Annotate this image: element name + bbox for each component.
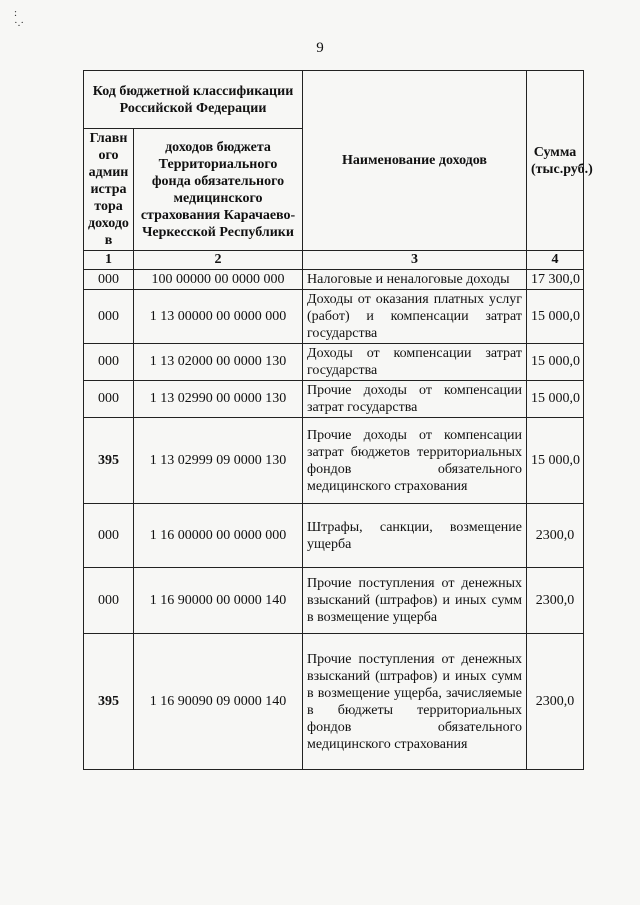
income-sum: 2300,0: [527, 568, 584, 634]
income-code: 1 16 90090 09 0000 140: [134, 634, 303, 770]
scan-specks: : ·.·: [14, 7, 25, 29]
header-income-name: Наименование доходов: [303, 71, 527, 251]
admin-code: 000: [84, 270, 134, 290]
income-name: Доходы от оказания платных услуг (работ) и компенсации затрат государства: [303, 290, 527, 344]
admin-code: 395: [84, 418, 134, 504]
budget-income-table: [83, 70, 593, 770]
income-name: Прочие поступления от денежных взысканий (штрафов) и иных сумм в возмещение ущерба: [303, 568, 527, 634]
header-chief-administrator: Главн ого админ истра тора доходо в: [84, 129, 134, 251]
income-sum: 15 000,0: [527, 418, 584, 504]
income-sum: 2300,0: [527, 634, 584, 770]
table-row: [84, 270, 584, 290]
table-row: [84, 634, 584, 770]
header-sum: Сумма (тыс.руб.): [527, 71, 584, 251]
header-fund-income-code: доходов бюджета Территориального фонда обязательного медицинского страхования Карачаево-Черкесской Республики: [134, 129, 303, 251]
page-number: 9: [316, 40, 324, 56]
income-code: 1 13 02999 09 0000 130: [134, 418, 303, 504]
income-name: Прочие доходы от компенсации затрат бюджетов территориальных фондов обязательного медицинского страхования: [303, 418, 527, 504]
income-name: Прочие доходы от компенсации затрат государства: [303, 381, 527, 418]
column-number: 4: [527, 251, 584, 270]
income-name: Доходы от компенсации затрат государства: [303, 344, 527, 381]
income-sum: 15 000,0: [527, 381, 584, 418]
income-sum: 15 000,0: [527, 290, 584, 344]
table-row: [84, 344, 584, 381]
income-name: Налоговые и неналоговые доходы: [303, 270, 527, 290]
income-name: Штрафы, санкции, возмещение ущерба: [303, 504, 527, 568]
income-code: 100 00000 00 0000 000: [134, 270, 303, 290]
table-row: [84, 290, 584, 344]
income-sum: 17 300,0: [527, 270, 584, 290]
header-classification-code: Код бюджетной классификации Российской Федерации: [84, 71, 303, 129]
table-row: [84, 418, 584, 504]
admin-code: 395: [84, 634, 134, 770]
income-code: 1 13 00000 00 0000 000: [134, 290, 303, 344]
table-row: [84, 504, 584, 568]
admin-code: 000: [84, 504, 134, 568]
admin-code: 000: [84, 381, 134, 418]
column-number-row: [84, 251, 584, 270]
income-sum: 2300,0: [527, 504, 584, 568]
income-sum: 15 000,0: [527, 344, 584, 381]
admin-code: 000: [84, 344, 134, 381]
income-code: 1 16 90000 00 0000 140: [134, 568, 303, 634]
income-name: Прочие поступления от денежных взысканий (штрафов) и иных сумм в возмещение ущерба, зачисляемые в бюджеты территориальных фондов обязательного медицинского страхования: [303, 634, 527, 770]
income-code: 1 13 02990 00 0000 130: [134, 381, 303, 418]
income-code: 1 13 02000 00 0000 130: [134, 344, 303, 381]
income-code: 1 16 00000 00 0000 000: [134, 504, 303, 568]
table-row: [84, 568, 584, 634]
column-number: 1: [84, 251, 134, 270]
admin-code: 000: [84, 568, 134, 634]
table-row: [84, 381, 584, 418]
column-number: 3: [303, 251, 527, 270]
admin-code: 000: [84, 290, 134, 344]
column-number: 2: [134, 251, 303, 270]
